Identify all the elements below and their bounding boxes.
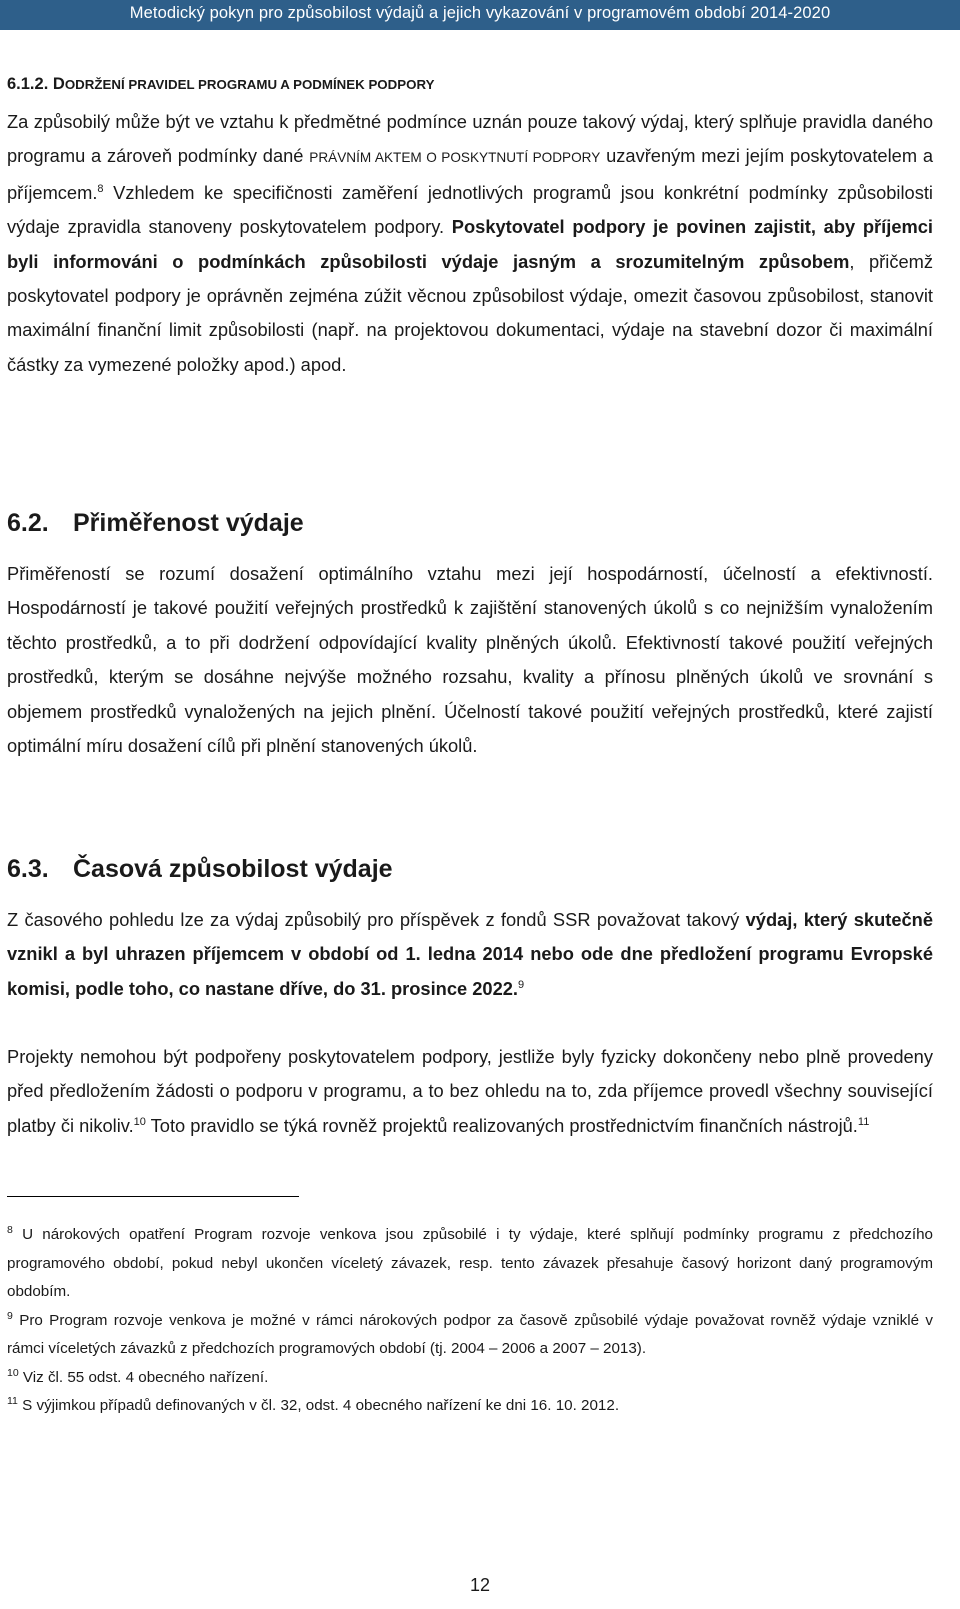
document-header-title: Metodický pokyn pro způsobilost výdajů a jejich vykazování v programovém období 2014-2020 <box>129 4 831 22</box>
text-run: , přičemž poskytovatel podpory je oprávněn zejména zúžit věcnou způsobilost výdaje, omezit časovou způsobilost, stanovit maximální finanční limit způsobilosti (např. na projektovou dokumentaci, výdaje na stavební dozor či maximální částky za vymezené položky apod.) apod. <box>7 250 933 375</box>
text-run-bold: Poskytovatel podpory je povinen zajistit, aby příjemci byli informováni o podmínkách způsobilosti výdaje jasným a srozumitelným způsobem <box>7 216 933 272</box>
footnote-separator <box>7 1196 299 1197</box>
text-run: Projekty nemohou být podpořeny poskytovatelem podpory, jestliže byly fyzicky dokončeny nebo plně provedeny před předložením žádosti o podporu v programu, a to bez ohledu na to, zda příjemce provedl všechny související platby či nikoliv. <box>7 1046 933 1136</box>
footnote-number: 9 <box>7 1309 13 1322</box>
section-heading-6-2 <box>7 509 304 538</box>
footnote-text: Pro Program rozvoje venkova je možné v rámci nárokových podpor za časově způsobilé výdaje považovat rovněž výdaje vzniklé v rámci víceletých závazků z předchozích programových období (tj. 2004 – 2006 a 2007 – 2013). <box>7 1311 933 1357</box>
footnote-number: 8 <box>7 1223 13 1236</box>
footnote-ref-8[interactable]: 8 <box>97 182 104 195</box>
paragraph-time-eligibility <box>7 903 933 1006</box>
text-run-bold: výdaj, který skutečně vznikl a byl uhrazen příjemcem v období od 1. ledna 2014 nebo ode dne předložení programu Evropské komisi, podle toho, co nastane dříve, do 31. prosince 2022. <box>7 909 933 999</box>
section-title-rest: ODRŽENÍ PRAVIDEL PROGRAMU A PODMÍNEK PODPORY <box>64 77 435 92</box>
footnote-11 <box>7 1392 933 1421</box>
section-number: 6.2. <box>7 509 49 537</box>
text-run: Z časového pohledu lze za výdaj způsobilý pro příspěvek z fondů SSR považovat takový <box>7 909 746 930</box>
footnote-ref-9[interactable]: 9 <box>518 978 525 991</box>
section-title-initial: D <box>52 75 65 93</box>
section-heading-6-3 <box>7 855 393 884</box>
text-run: Toto pravidlo se týká rovněž projektů realizovaných prostřednictvím finančních nástrojů. <box>145 1114 858 1136</box>
section-number: 6.3. <box>7 855 49 883</box>
section-number: 6.1.2. <box>7 75 49 93</box>
footnote-text: S výjimkou případů definovaných v čl. 32, odst. 4 obecného nařízení ke dni 16. 10. 2012. <box>17 1397 620 1414</box>
text-run: Vzhledem ke specifičnosti zaměření jednotlivých programů jsou konkrétní podmínky způsobilosti výdaje zpravidla stanoveny poskytovatelem podpory. <box>7 181 933 238</box>
document-header-bar <box>0 0 960 30</box>
text-run: Přiměřeností se rozumí dosažení optimálního vztahu mezi její hospodárností, účelností a efektivností. Hospodárností je takové použití veřejných prostředků k zajištění stanovených úkolů s co nejnižším vynaložením těchto prostředků, a to při dodržení odpovídající kvality plněných úkolů. Efektivností takové použití veřejných prostředků, kterým se dosáhne nejvýše možného rozsahu, kvality a přínosu plněných úkolů ve srovnání s objemem prostředků vynaložených na jejich plnění. Účelností takové použití veřejných prostředků, které zajistí optimální míru dosažení cílů při plnění stanovených úkolů. <box>7 563 933 757</box>
paragraph-program-rules <box>7 105 933 382</box>
footnote-number: 11 <box>7 1394 18 1407</box>
footnote-number: 10 <box>7 1366 19 1379</box>
footnote-9 <box>7 1307 933 1364</box>
text-run-smallcaps: PRÁVNÍM AKTEM O POSKYTNUTÍ PODPORY <box>309 150 601 166</box>
text-run: uzavřeným mezi jejím poskytovatelem a příjemcem. <box>7 145 933 203</box>
section-title: Přiměřenost výdaje <box>73 509 304 537</box>
footnote-8 <box>7 1221 933 1307</box>
footnote-text: Viz čl. 55 odst. 4 obecného nařízení. <box>18 1368 269 1386</box>
section-title: Časová způsobilost výdaje <box>73 855 393 883</box>
footnote-text: U nárokových opatření Program rozvoje venkova jsou způsobilé i ty výdaje, které splňují podmínky programu z předchozího programového období, pokud nebyl ukončen víceletý závazek, resp. tento závazek přesahuje časový horizont daný programovým obdobím. <box>7 1226 933 1300</box>
paragraph-adequacy <box>7 557 933 763</box>
footnote-ref-10[interactable]: 10 <box>133 1115 146 1128</box>
footnote-ref-11[interactable]: 11 <box>857 1115 870 1128</box>
footnotes <box>7 1221 933 1421</box>
paragraph-completed-projects <box>7 1040 933 1143</box>
page-number: 12 <box>469 1575 491 1595</box>
section-heading-6-1-2 <box>7 75 434 94</box>
text-run: Za způsobilý může být ve vztahu k předmětné podmínce uznán pouze takový výdaj, který splňuje pravidla daného programu a zároveň podmínky dané <box>7 111 933 167</box>
footnote-10 <box>7 1364 933 1393</box>
